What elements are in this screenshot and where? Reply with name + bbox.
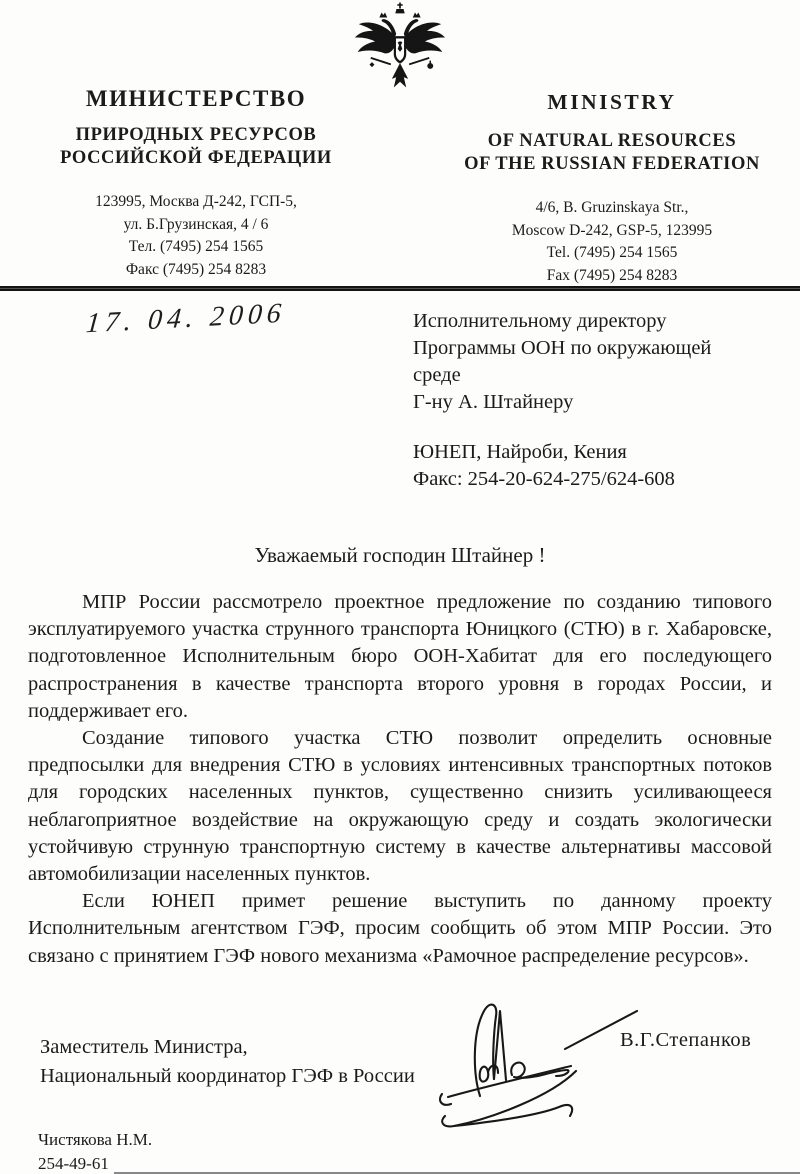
- address-en: [444, 197, 780, 287]
- executor-name: Чистякова Н.М.: [38, 1130, 153, 1149]
- recipient-line: среде: [413, 364, 461, 386]
- address-en-line: Moscow D-242, GSP-5, 123995: [511, 221, 713, 239]
- signatory-position: [40, 1033, 415, 1091]
- handwritten-signature: [428, 978, 650, 1130]
- body-paragraph-3: Если ЮНЕП примет решение выступить по данному проекту Исполнительным агентством ГЭФ, просим сообщить об этом МПР России. Это связано с принятием ГЭФ нового механизма «Рамочное распределение ресурсов».: [28, 890, 772, 967]
- ministry-title-ru: МИНИСТЕРСТВО: [85, 86, 307, 111]
- letterhead-russian: [34, 86, 358, 281]
- salutation: Уважаемый господин Штайнер !: [254, 543, 546, 567]
- ministry-subtitle-en-2: OF THE RUSSIAN FEDERATION: [464, 154, 760, 174]
- address-en-line: 4/6, B. Gruzinskaya Str.,: [535, 199, 689, 216]
- executor-contact: [38, 1128, 152, 1174]
- letter-body: [28, 589, 772, 970]
- address-ru-line: ул. Б.Грузинская, 4 / 6: [123, 215, 269, 233]
- recipient-line: Г-ну А. Штайнеру: [413, 391, 574, 413]
- recipient-fax-line: Факс: 254-20-624-275/624-608: [413, 468, 675, 490]
- letterhead-divider-rule: [0, 286, 800, 291]
- address-ru: [34, 191, 358, 281]
- double-headed-eagle-icon: [352, 2, 448, 102]
- handwritten-date: 17. 04. 2006: [84, 297, 288, 340]
- recipient-block: [413, 308, 783, 493]
- signatory-position-line-2: Национальный координатор ГЭФ в России: [40, 1065, 415, 1087]
- ministry-subtitle-en-1: OF NATURAL RESOURCES: [487, 131, 737, 151]
- ministry-subtitle-ru-1: ПРИРОДНЫХ РЕСУРСОВ: [75, 125, 317, 145]
- letterhead-english: [444, 90, 780, 287]
- address-ru-fax: Факс (7495) 254 8283: [125, 260, 267, 278]
- ministry-title-en: MINISTRY: [547, 90, 677, 114]
- signatory-name: В.Г.Степанков: [620, 1029, 752, 1051]
- recipient-org-line: ЮНЕП, Найроби, Кения: [413, 441, 627, 463]
- recipient-line: Исполнительному директору: [413, 310, 667, 332]
- address-ru-line: 123995, Москва Д-242, ГСП-5,: [95, 193, 297, 210]
- address-ru-phone: Тел. (7495) 254 1565: [128, 238, 264, 255]
- recipient-line: Программы ООН по окружающей: [413, 337, 712, 359]
- recipient-org: [413, 439, 783, 493]
- signatory-position-line-1: Заместитель Министра,: [40, 1036, 248, 1058]
- body-paragraph-1: МПР России рассмотрело проектное предложение по созданию типового эксплуатируемого участка струнного транспорта Юницкого (СТЮ) в г. Хабаровске, подготовленное Исполнительным бюро ООН-Хабитат для его последующего распространения в качестве транспорта второго уровня в городах России, и поддерживает его.: [28, 591, 772, 722]
- address-en-phone: Tel. (7495) 254 1565: [546, 244, 678, 261]
- body-paragraph-2: Создание типового участка СТЮ позволит определить основные предпосылки для внедрения СТЮ в условиях интенсивных транспортных потоков для городских населенных пунктов, существенно снизить усиливающееся неблагоприятное воздействие на окружающую среду и создать экологически устойчивую струнную транспортную систему в качестве альтернативы массовой автомобилизации населенных пунктов.: [28, 727, 772, 886]
- executor-phone: 254-49-61: [38, 1154, 109, 1173]
- address-en-fax: Fax (7495) 254 8283: [546, 266, 678, 284]
- ministry-subtitle-ru-2: РОССИЙСКОЙ ФЕДЕРАЦИИ: [60, 148, 332, 168]
